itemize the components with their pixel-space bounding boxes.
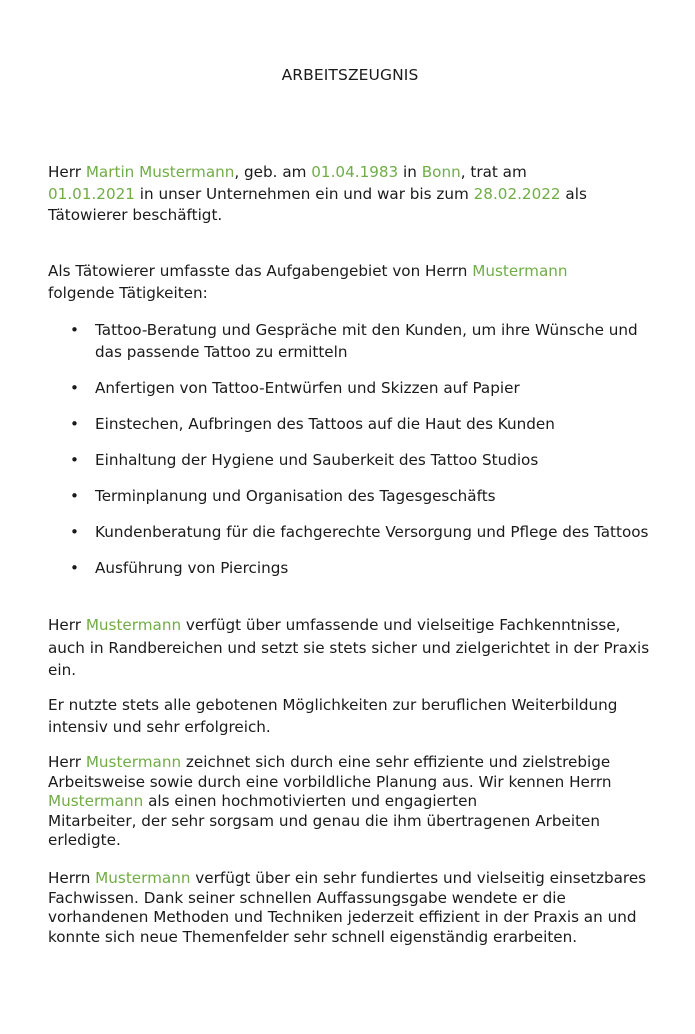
task-text: Tattoo-Beratung und Gespräche mit den Kunden, um ihre Wünsche und das passende Tattoo zu ermitteln xyxy=(95,321,638,361)
intro-text: als xyxy=(560,184,587,203)
expertise-paragraph xyxy=(48,869,658,947)
intro-text: in xyxy=(398,163,422,181)
expertise-text: verfügt über ein sehr fundiertes und vielseitig einsetzbares Fachwissen. Dank seiner schnellen Auffassungsgabe wendete er die vorhandenen Methoden und Techniken jederzeit effizient in der Praxis an und konnte sich neue Themenfelder sehr schnell eigenständig erarbeiten. xyxy=(48,869,647,946)
bullet-icon: • xyxy=(70,487,79,505)
employee-surname: Mustermann xyxy=(85,753,182,771)
bullet-icon: • xyxy=(70,523,79,541)
task-list xyxy=(48,319,658,593)
intro-text: Herr xyxy=(48,163,86,181)
work-style-paragraph xyxy=(48,753,658,851)
task-text: Terminplanung und Organisation des Tagesgeschäfts xyxy=(95,487,496,505)
bullet-icon: • xyxy=(70,451,79,469)
list-item xyxy=(48,485,658,507)
list-item xyxy=(48,377,658,399)
intro-text: Tätowierer beschäftigt. xyxy=(48,206,223,224)
bullet-icon: • xyxy=(70,559,79,577)
start-date: 01.01.2021 xyxy=(48,184,135,203)
task-text: Kundenberatung für die fachgerechte Versorgung und Pflege des Tattoos xyxy=(95,523,649,541)
task-text: Einhaltung der Hygiene und Sauberkeit des Tattoo Studios xyxy=(95,451,539,469)
bullet-icon: • xyxy=(70,321,79,339)
intro-text: , trat am xyxy=(460,163,527,181)
training-text: Er nutzte stets alle gebotenen Möglichkeiten zur beruflichen Weiterbildung intensiv und sehr erfolgreich. xyxy=(48,696,618,736)
intro-paragraph xyxy=(48,162,658,227)
list-item xyxy=(48,413,658,435)
task-text: Anfertigen von Tattoo-Entwürfen und Skizzen auf Papier xyxy=(95,379,520,397)
list-item xyxy=(48,521,658,543)
knowledge-text: Herr xyxy=(48,616,86,634)
list-item xyxy=(48,557,658,579)
knowledge-paragraph xyxy=(48,614,658,682)
knowledge-text: verfügt über umfassende und vielseitige Fachkenntnisse, auch in Randbereichen und setzt sie stets sicher und zielgerichtet in der Praxis ein. xyxy=(48,616,650,679)
employee-surname: Mustermann xyxy=(95,869,191,887)
employee-surname: Mustermann xyxy=(85,616,182,634)
list-item xyxy=(48,319,658,363)
training-paragraph xyxy=(48,695,658,738)
employee-surname: Mustermann xyxy=(472,262,568,280)
duties-intro-text: folgende Tätigkeiten: xyxy=(48,283,208,302)
expertise-text: Herrn xyxy=(48,869,96,887)
work-style-text: Herr xyxy=(48,753,86,771)
work-style-text: als einen hochmotivierten und engagierten xyxy=(143,792,478,810)
duties-intro-paragraph xyxy=(48,261,658,304)
employee-name: Martin Mustermann xyxy=(85,163,235,181)
intro-text: , geb. am xyxy=(234,163,312,181)
task-text: Einstechen, Aufbringen des Tattoos auf die Haut des Kunden xyxy=(95,415,555,433)
document-title: ARBEITSZEUGNIS xyxy=(281,66,419,84)
work-style-text: Mitarbeiter, der sehr sorgsam und genau die ihm übertragenen Arbeiten erledigte. xyxy=(48,811,601,849)
list-item xyxy=(48,449,658,471)
task-text: Ausführung von Piercings xyxy=(95,559,289,577)
birth-date: 01.04.1983 xyxy=(311,163,399,181)
bullet-icon: • xyxy=(70,415,79,433)
intro-text: in unser Unternehmen ein und war bis zum xyxy=(134,184,474,203)
end-date: 28.02.2022 xyxy=(473,184,561,203)
work-style-text: zeichnet sich durch eine sehr effiziente und zielstrebige Arbeitsweise sowie durch eine vorbildliche Planung aus. Wir kennen Herrn xyxy=(48,753,612,791)
birth-place: Bonn xyxy=(421,163,461,181)
employee-surname: Mustermann xyxy=(48,792,144,810)
bullet-icon: • xyxy=(70,379,79,397)
duties-intro-text: Als Tätowierer umfasste das Aufgabengebiet von Herrn xyxy=(48,262,473,280)
